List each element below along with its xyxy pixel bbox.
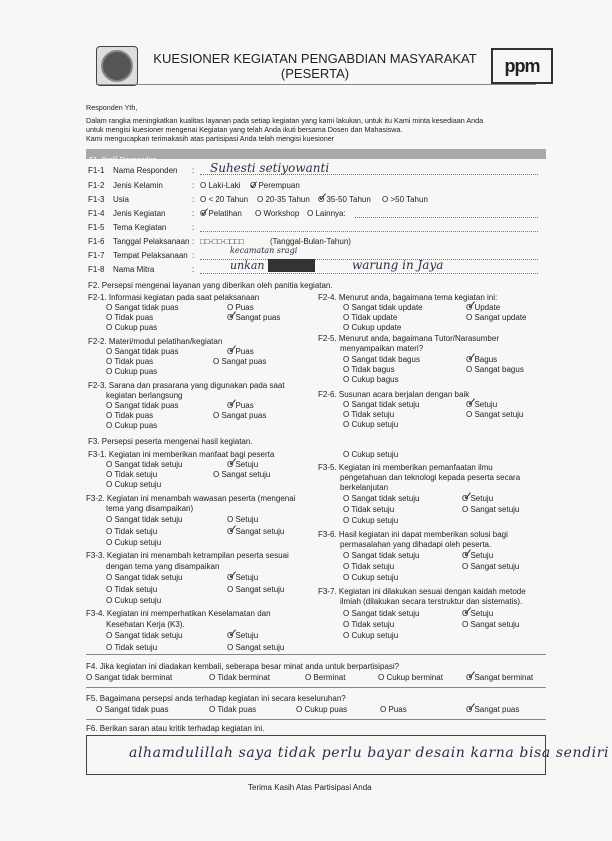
f1-7-label: Tempat Pelaksanaan — [113, 251, 188, 260]
f3-6-option[interactable]: O Setuju — [462, 551, 493, 561]
intro-line2: untuk mengisi kuesioner mengenai Kegiatan yang telah Anda ikuti bersama Dosen dan Mahasiswa. — [86, 125, 403, 134]
f1-7-code: F1-7 — [88, 251, 105, 260]
colon: : — [192, 209, 195, 218]
f2-1-option[interactable]: O Sangat puas — [227, 313, 280, 323]
f2-2-option[interactable]: O Sangat puas — [213, 357, 266, 367]
divider — [86, 654, 546, 655]
f1-3-label: Usia — [113, 195, 130, 204]
checkmark-icon: ✓ — [228, 626, 239, 640]
f3-3-option[interactable]: O Setuju — [227, 573, 258, 583]
f3-2-option[interactable]: O Sangat setuju — [227, 527, 284, 537]
gender-male-option[interactable]: O Laki-Laki — [200, 181, 240, 191]
f2-4-option[interactable]: O Update — [466, 303, 500, 313]
f2-5-question: F2-5. Menurut anda, bagaimana Tutor/Narasumber — [318, 334, 499, 343]
f3-2-option[interactable]: O Setuju — [227, 515, 258, 525]
f3-5-option[interactable]: O Tidak setuju — [343, 505, 394, 515]
f2-4-option[interactable]: O Cukup update — [343, 323, 401, 333]
age-35-50-option[interactable]: O 35-50 Tahun — [318, 195, 371, 205]
f2-2-option[interactable]: O Tidak puas — [106, 357, 153, 367]
divider — [86, 687, 546, 688]
date-format-hint: (Tanggal-Bulan-Tahun) — [270, 237, 351, 246]
f3-2-question-cont: tema yang disampaikan) — [106, 504, 194, 513]
gender-female-option[interactable]: O Perempuan — [250, 181, 300, 191]
colon: : — [192, 265, 195, 274]
f2-6-option[interactable]: O Cukup setuju — [343, 420, 398, 430]
f2-3-option[interactable]: O Cukup puas — [106, 421, 157, 431]
f3-3-option[interactable]: O Tidak setuju — [106, 585, 157, 595]
divider — [86, 719, 546, 720]
checkmark-icon: ✓ — [228, 522, 239, 536]
ppm-logo-text: ppm — [504, 55, 540, 76]
activity-other-option[interactable]: O Lainnya: — [307, 209, 346, 219]
f3-7-option[interactable]: O Setuju — [462, 609, 493, 619]
checkmark-icon: ✓ — [467, 298, 478, 312]
f3-5-option[interactable]: O Setuju — [462, 494, 493, 504]
partner-scribble: unkan xxxx xxx — [230, 259, 315, 272]
intro-greeting: Responden Yth, — [86, 103, 138, 112]
f6-question: F6. Berikan saran atau kritik terhadap kegiatan ini. — [86, 724, 265, 733]
f3-3-question: F3-3. Kegiatan ini menambah ketrampilan peserta sesuai — [86, 551, 289, 560]
f1-2-label: Jenis Kelamin — [113, 181, 163, 190]
activity-training-option[interactable]: O Pelatihan — [200, 209, 242, 219]
f2-1-option[interactable]: O Puas — [227, 303, 254, 313]
f2-2-option[interactable]: O Sangat tidak puas — [106, 347, 179, 357]
checkmark-icon: ✓ — [467, 350, 478, 364]
f3-1-option[interactable]: O Setuju — [227, 460, 258, 470]
ppm-logo — [491, 48, 553, 84]
f3-2-option[interactable]: O Tidak setuju — [106, 527, 157, 537]
f3-5-option[interactable]: O Sangat tidak setuju — [343, 494, 420, 504]
checkmark-icon: ✓ — [228, 568, 239, 582]
feedback-answer: alhamdulillah saya tidak perlu bayar desain karna bisa sendiri — [129, 745, 610, 761]
f2-1-option[interactable]: O Tidak puas — [106, 313, 153, 323]
f2-2-option[interactable]: O Cukup puas — [106, 367, 157, 377]
date-boxes[interactable]: □□-□□-□□□□ — [200, 237, 244, 246]
intro-line3: Kami mengucapkan terimakasih atas partisipasi Anda telah mengisi kuesioner — [86, 134, 335, 143]
f3-4-option[interactable]: O Setuju — [227, 631, 258, 641]
f3-7-option[interactable]: O Sangat tidak setuju — [343, 609, 420, 619]
colon: : — [192, 195, 195, 204]
age-under20-option[interactable]: O < 20 Tahun — [200, 195, 248, 205]
f4-option[interactable]: O Cukup berminat — [378, 673, 443, 683]
f3-5-question-cont2: berkelanjutan — [340, 483, 389, 492]
f3-3-option[interactable]: O Sangat setuju — [227, 585, 284, 595]
title-line2: (PESERTA) — [280, 66, 350, 81]
f2-6-option[interactable]: O Setuju — [466, 400, 497, 410]
colon: : — [192, 223, 195, 232]
f2-6-option[interactable]: O Tidak setuju — [343, 410, 394, 420]
f3-1-option[interactable]: O Tidak setuju — [106, 470, 157, 480]
f2-1-question: F2-1. Informasi kegiatan pada saat pelaksanaan — [88, 293, 260, 302]
f1-4-code: F1-4 — [88, 209, 105, 218]
f3-4-option[interactable]: O Sangat setuju — [227, 643, 284, 653]
checkmark-icon: ✓ — [318, 190, 329, 204]
f2-6-option[interactable]: O Sangat setuju — [466, 410, 523, 420]
partner-field-line[interactable] — [200, 273, 538, 274]
f2-4-option[interactable]: O Sangat tidak update — [343, 303, 423, 313]
checkmark-icon: ✓ — [228, 396, 239, 410]
f2-5-option[interactable]: O Cukup bagus — [343, 375, 399, 385]
checkmark-icon: ✓ — [228, 308, 239, 322]
f1-6-code: F1-6 — [88, 237, 105, 246]
f3-4-question-cont: Kesehatan Kerja (K3). — [106, 620, 185, 629]
f3-3-option[interactable]: O Sangat tidak setuju — [106, 573, 183, 583]
colon: : — [192, 251, 195, 260]
f2-3-question: F2-3. Sarana dan prasarana yang digunakan pada saat — [88, 381, 285, 390]
f3-3-question-cont: dengan tema yang disampaikan — [106, 562, 220, 571]
f3-7-option[interactable]: O Sangat setuju — [462, 620, 519, 630]
f3-6-question: F3-6. Hasil kegiatan ini dapat memberikan solusi bagi — [318, 530, 508, 539]
f3-6-option[interactable]: O Tidak setuju — [343, 562, 394, 572]
f1-5-label: Tema Kegiatan — [113, 223, 167, 232]
page-title — [145, 51, 485, 81]
f2-3-question-cont: kegiatan berlangsung — [106, 391, 183, 400]
f2-1-option[interactable]: O Cukup puas — [106, 323, 157, 333]
f4-question: F4. Jika kegiatan ini diadakan kembali, seberapa besar minat anda untuk berpartisipasi? — [86, 662, 400, 671]
f3-5-option[interactable]: O Cukup setuju — [343, 516, 398, 526]
f4-option[interactable]: O Sangat berminat — [466, 673, 533, 683]
other-activity-line[interactable] — [355, 217, 538, 218]
f1-8-label: Nama Mitra — [113, 265, 155, 274]
f1-8-code: F1-8 — [88, 265, 105, 274]
f2-3-option[interactable]: O Sangat tidak puas — [106, 401, 179, 411]
title-line1: KUESIONER KEGIATAN PENGABDIAN MASYARAKAT — [153, 51, 477, 66]
f2-3-option[interactable]: O Tidak puas — [106, 411, 153, 421]
checkmark-icon: ✓ — [463, 604, 474, 618]
f3-1-option[interactable]: O Sangat tidak setuju — [106, 460, 183, 470]
f3-2-question: F3-2. Kegiatan ini menambah wawasan peserta (mengenai — [86, 494, 296, 503]
age-over50-option[interactable]: O >50 Tahun — [382, 195, 428, 205]
f3-2-option[interactable]: O Sangat tidak setuju — [106, 515, 183, 525]
header-rule — [96, 84, 536, 85]
f1-1-label: Nama Responden — [113, 166, 178, 175]
thank-you-footer: Terima Kasih Atas Partisipasi Anda — [248, 783, 372, 792]
f2-6-option[interactable]: O Sangat tidak setuju — [343, 400, 420, 410]
f1-5-code: F1-5 — [88, 223, 105, 232]
f3-3-option[interactable]: O Cukup setuju — [106, 596, 161, 606]
section-f1-title: F1. Profil Responden — [89, 155, 157, 164]
f3-5-question: F3-5. Kegiatan ini memberikan pemanfaatan ilmu — [318, 463, 493, 472]
f2-2-option[interactable]: O Puas — [227, 347, 254, 357]
f3-1-question: F3-1. Kegiatan ini memberikan manfaat bagi peserta — [88, 450, 275, 459]
f3-carryover-option[interactable]: O Cukup setuju — [343, 450, 398, 460]
f5-option[interactable]: O Sangat tidak puas — [96, 705, 169, 715]
f3-4-option[interactable]: O Sangat tidak setuju — [106, 631, 183, 641]
f3-4-question: F3-4. Kegiatan ini memperhatikan Keselamatan dan — [86, 609, 271, 618]
f5-question: F5. Bagaimana persepsi anda terhadap kegiatan ini secara keseluruhan? — [86, 694, 346, 703]
section-f3-title: F3. Persepsi peserta mengenai hasil kegiatan. — [88, 437, 253, 446]
place-value: kecamatan sragi — [230, 246, 298, 255]
checkmark-icon: ✓ — [467, 395, 478, 409]
f5-option[interactable]: O Tidak puas — [209, 705, 256, 715]
activity-workshop-option[interactable]: O Workshop — [255, 209, 299, 219]
section-f2-title: F2. Persepsi mengenai layanan yang diberikan oleh panitia kegiatan. — [88, 281, 333, 290]
f3-6-option[interactable]: O Cukup setuju — [343, 573, 398, 583]
university-logo — [96, 46, 138, 86]
f2-5-option[interactable]: O Tidak bagus — [343, 365, 395, 375]
f3-5-question-cont: pengetahuan dan teknologi kepada peserta secara — [340, 473, 521, 482]
f2-5-option[interactable]: O Sangat tidak bagus — [343, 355, 420, 365]
f1-3-code: F1-3 — [88, 195, 105, 204]
f3-1-option[interactable]: O Cukup setuju — [106, 480, 161, 490]
f2-5-question-cont: menyampaikan materi? — [340, 344, 424, 353]
f3-5-option[interactable]: O Sangat setuju — [462, 505, 519, 515]
f2-4-option[interactable]: O Tidak update — [343, 313, 397, 323]
f4-option[interactable]: O Berminat — [305, 673, 345, 683]
f1-6-label: Tanggal Pelaksanaan — [113, 237, 190, 246]
checkmark-icon: ✓ — [467, 700, 478, 714]
partner-value: warung in Jaya — [352, 258, 444, 272]
f3-7-option[interactable]: O Cukup setuju — [343, 631, 398, 641]
f2-3-option[interactable]: O Sangat puas — [213, 411, 266, 421]
colon: : — [192, 166, 195, 175]
intro-line1: Dalam rangka meningkatkan kualitas layanan pada setiap kegiatan yang kami lakukan, untuk itu Kami minta kesediaan Anda — [86, 116, 484, 125]
f3-2-option[interactable]: O Cukup setuju — [106, 538, 161, 548]
f5-option[interactable]: O Cukup puas — [296, 705, 347, 715]
f1-2-code: F1-2 — [88, 181, 105, 190]
f2-6-question: F2-6. Susunan acara berjalan dengan baik — [318, 390, 470, 399]
f2-5-option[interactable]: O Sangat bagus — [466, 365, 524, 375]
f4-option[interactable]: O Sangat tidak berminat — [86, 673, 172, 683]
checkmark-icon: ✓ — [228, 455, 239, 469]
f1-1-code: F1-1 — [88, 166, 105, 175]
checkmark-icon: ✓ — [249, 178, 260, 192]
f4-option[interactable]: O Tidak berminat — [209, 673, 270, 683]
f3-7-question: F3-7. Kegiatan ini dilakukan sesuai dengan kaidah metode — [318, 587, 526, 596]
colon: : — [192, 181, 195, 190]
f3-1-option[interactable]: O Sangat setuju — [213, 470, 270, 480]
checkmark-icon: ✓ — [228, 342, 239, 356]
f5-option[interactable]: O Puas — [380, 705, 407, 715]
colon: : — [192, 237, 195, 246]
age-20-35-option[interactable]: O 20-35 Tahun — [257, 195, 310, 205]
feedback-box[interactable] — [86, 735, 610, 775]
f2-2-question: F2-2. Materi/modul pelatihan/kegiatan — [88, 337, 223, 346]
checkmark-icon: ✓ — [200, 205, 211, 219]
f5-option[interactable]: O Sangat puas — [466, 705, 519, 715]
f1-4-label: Jenis Kegiatan — [113, 209, 166, 218]
f3-6-question-cont: permasalahan yang dihadapi oleh peserta. — [340, 540, 492, 549]
respondent-name-value: Suhesti setiyowanti — [210, 161, 330, 175]
f3-7-option[interactable]: O Tidak setuju — [343, 620, 394, 630]
f2-4-option[interactable]: O Sangat update — [466, 313, 527, 323]
section-f1-header — [86, 149, 546, 164]
f2-5-option[interactable]: O Bagus — [466, 355, 497, 365]
checkmark-icon: ✓ — [463, 489, 474, 503]
f3-7-question-cont: ilmiah (dilakukan secara terstruktur dan sistematis). — [340, 597, 523, 606]
f2-3-option[interactable]: O Puas — [227, 401, 254, 411]
f3-6-option[interactable]: O Sangat setuju — [462, 562, 519, 572]
checkmark-icon: ✓ — [463, 546, 474, 560]
checkmark-icon: ✓ — [467, 668, 478, 682]
f3-4-option[interactable]: O Tidak setuju — [106, 643, 157, 653]
f3-6-option[interactable]: O Sangat tidak setuju — [343, 551, 420, 561]
theme-field-line[interactable] — [200, 231, 538, 232]
f2-4-question: F2-4. Menurut anda, bagaimana tema kegiatan ini: — [318, 293, 498, 302]
f2-1-option[interactable]: O Sangat tidak puas — [106, 303, 179, 313]
